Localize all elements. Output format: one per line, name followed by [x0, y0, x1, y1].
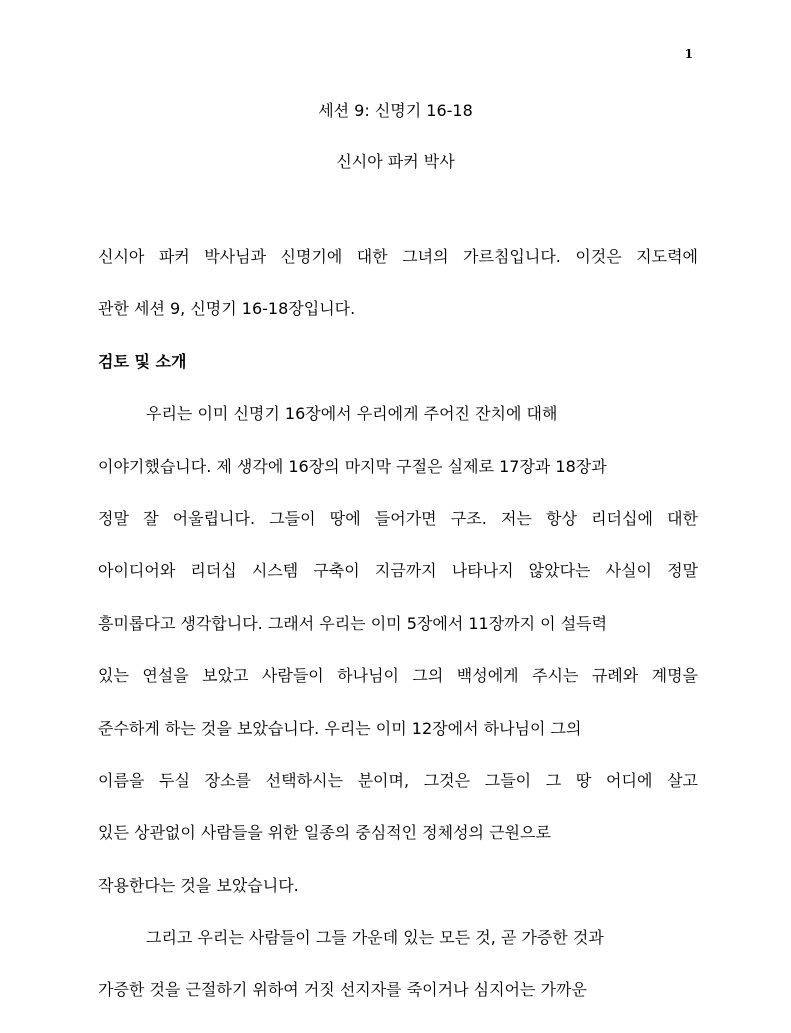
intro-line: 관한 세션 9, 신명기 16-18장입니다. [98, 299, 356, 319]
paragraph-line: 있든 상관없이 사람들을 위한 일종의 중심적인 정체성의 근원으로 [98, 823, 551, 843]
paragraph-line: 그리고 우리는 사람들이 그들 가운데 있는 모든 것, 곧 가증한 것과 [146, 928, 604, 948]
paragraph-line: 정말 잘 어울립니다. 그들이 땅에 들어가면 구조. 저는 항상 리더십에 대한 [98, 508, 698, 528]
paragraph-line: 작용한다는 것을 보았습니다. [98, 875, 299, 895]
paragraph-line: 이야기했습니다. 제 생각에 16장의 마지막 구절은 실제로 17장과 18장과 [98, 456, 607, 476]
paragraph-line: 있는 연설을 보았고 사람들이 하나님이 그의 백성에게 주시는 규례와 계명을 [98, 666, 698, 686]
paragraph-line: 우리는 이미 신명기 16장에서 우리에게 주어진 잔치에 대해 [146, 404, 558, 424]
section-heading: 검토 및 소개 [98, 351, 187, 371]
document-body [98, 247, 698, 1033]
intro-line: 신시아 파커 박사님과 신명기에 대한 그녀의 가르침입니다. 이것은 지도력에 [98, 247, 698, 266]
document-author: 신시아 파커 박사 [336, 152, 455, 171]
paragraph-line: 이름을 두실 장소를 선택하시는 분이며, 그것은 그들이 그 땅 어디에 살고 [98, 770, 698, 790]
page-number: 1 [684, 47, 693, 61]
document-title: 세션 9: 신명기 16-18 [318, 101, 473, 120]
paragraph-line: 준수하게 하는 것을 보았습니다. 우리는 이미 12장에서 하나님이 그의 [98, 718, 582, 738]
paragraph-line: 가증한 것을 근절하기 위하여 거짓 선지자를 죽이거나 심지어는 가까운 [98, 980, 587, 1000]
paragraph-line: 아이디어와 리더십 시스템 구축이 지금까지 나타나지 않았다는 사실이 정말 [98, 561, 698, 581]
paragraph-line: 흥미롭다고 생각합니다. 그래서 우리는 이미 5장에서 11장까지 이 설득력 [98, 613, 608, 633]
